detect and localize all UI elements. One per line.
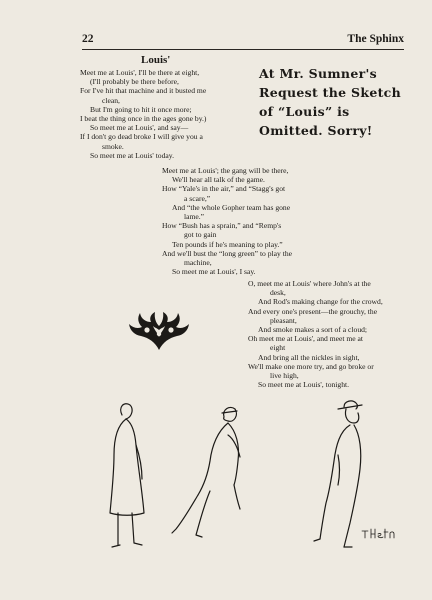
notice-line: Omitted. Sorry! [259,123,373,138]
poem-line: So meet me at Louis', I say. [172,267,256,277]
poem-line: I beat the thing once in the ages gone by.) [80,114,207,124]
notice-line: At Mr. Sumner's [259,66,377,81]
figure-left [110,404,144,547]
poem-line: clean, [102,95,120,105]
poem-line: And Rod's making change for the crowd, [258,297,383,307]
poem-stanza-1 [80,68,246,160]
artist-signature [362,529,394,538]
poem-line: But I'm going to hit it once more; [90,104,192,114]
poem-line: For I've hit that machine and it busted me [80,86,207,96]
notice-line: of “Louis” is [259,104,350,119]
notice-line: Request the Sketch [259,85,401,100]
poem-title: Louis' [141,54,171,66]
poem-line: Oh meet me at Louis', and meet me at [248,334,364,344]
poem-line: And “the whole Gopher team has gone [172,202,291,212]
poem-line: Meet me at Louis', I'll be there at eight, [80,68,200,77]
page-header [82,33,404,49]
header-rule [82,49,404,50]
editor-notice [259,64,419,140]
poem-line: lame.” [184,212,205,222]
figure-middle [172,407,240,537]
poem-line: Ten pounds if he's meaning to play.” [172,239,283,249]
poem-line: So meet me at Louis', and say— [90,123,189,133]
poem-line: How “Bush has a sprain,” and “Remp's [162,221,282,231]
poem-line: And bring all the nickles in sight, [258,352,360,362]
poem-line: a scare,” [184,193,211,203]
poem-line: (I'll probably be there before, [90,77,179,87]
poem-line: If I don't go dead broke I will give you a [80,132,203,142]
poem-line: And we'll bust the “long green” to play the [162,248,293,258]
poem-line: desk, [270,288,286,298]
poem-line: So meet me at Louis', tonight. [258,380,350,390]
poem-line: And smoke makes a sort of a cloud; [258,325,368,335]
poem-line: Meet me at Louis'; the gang will be there, [162,166,289,175]
poem-line: smoke. [102,141,124,151]
poem-line: O, meet me at Louis' where John's at the [248,279,371,288]
magazine-title: The Sphinx [347,33,404,45]
poem-line: machine, [184,258,212,268]
poem-stanza-2 [162,166,337,276]
poem-line: got to gain [184,230,217,240]
poem-line: live high, [270,371,299,381]
poem-line: eight [270,343,286,353]
poem-line: We'll hear all talk of the game. [172,175,265,185]
poem-stanza-3 [248,279,408,389]
poem-line: pleasant, [270,315,297,325]
poem-line: We'll make one more try, and go broke or [248,361,374,371]
poem-line: How “Yale's in the air,” and “Stagg's got [162,184,286,194]
poem-line: So meet me at Louis' today. [90,150,174,160]
sketch-illustration [100,395,400,560]
floral-ornament [127,310,191,352]
figure-right [314,401,362,547]
page-number: 22 [82,33,94,45]
poem-line: And every one's present—the grouchy, the [248,306,378,316]
